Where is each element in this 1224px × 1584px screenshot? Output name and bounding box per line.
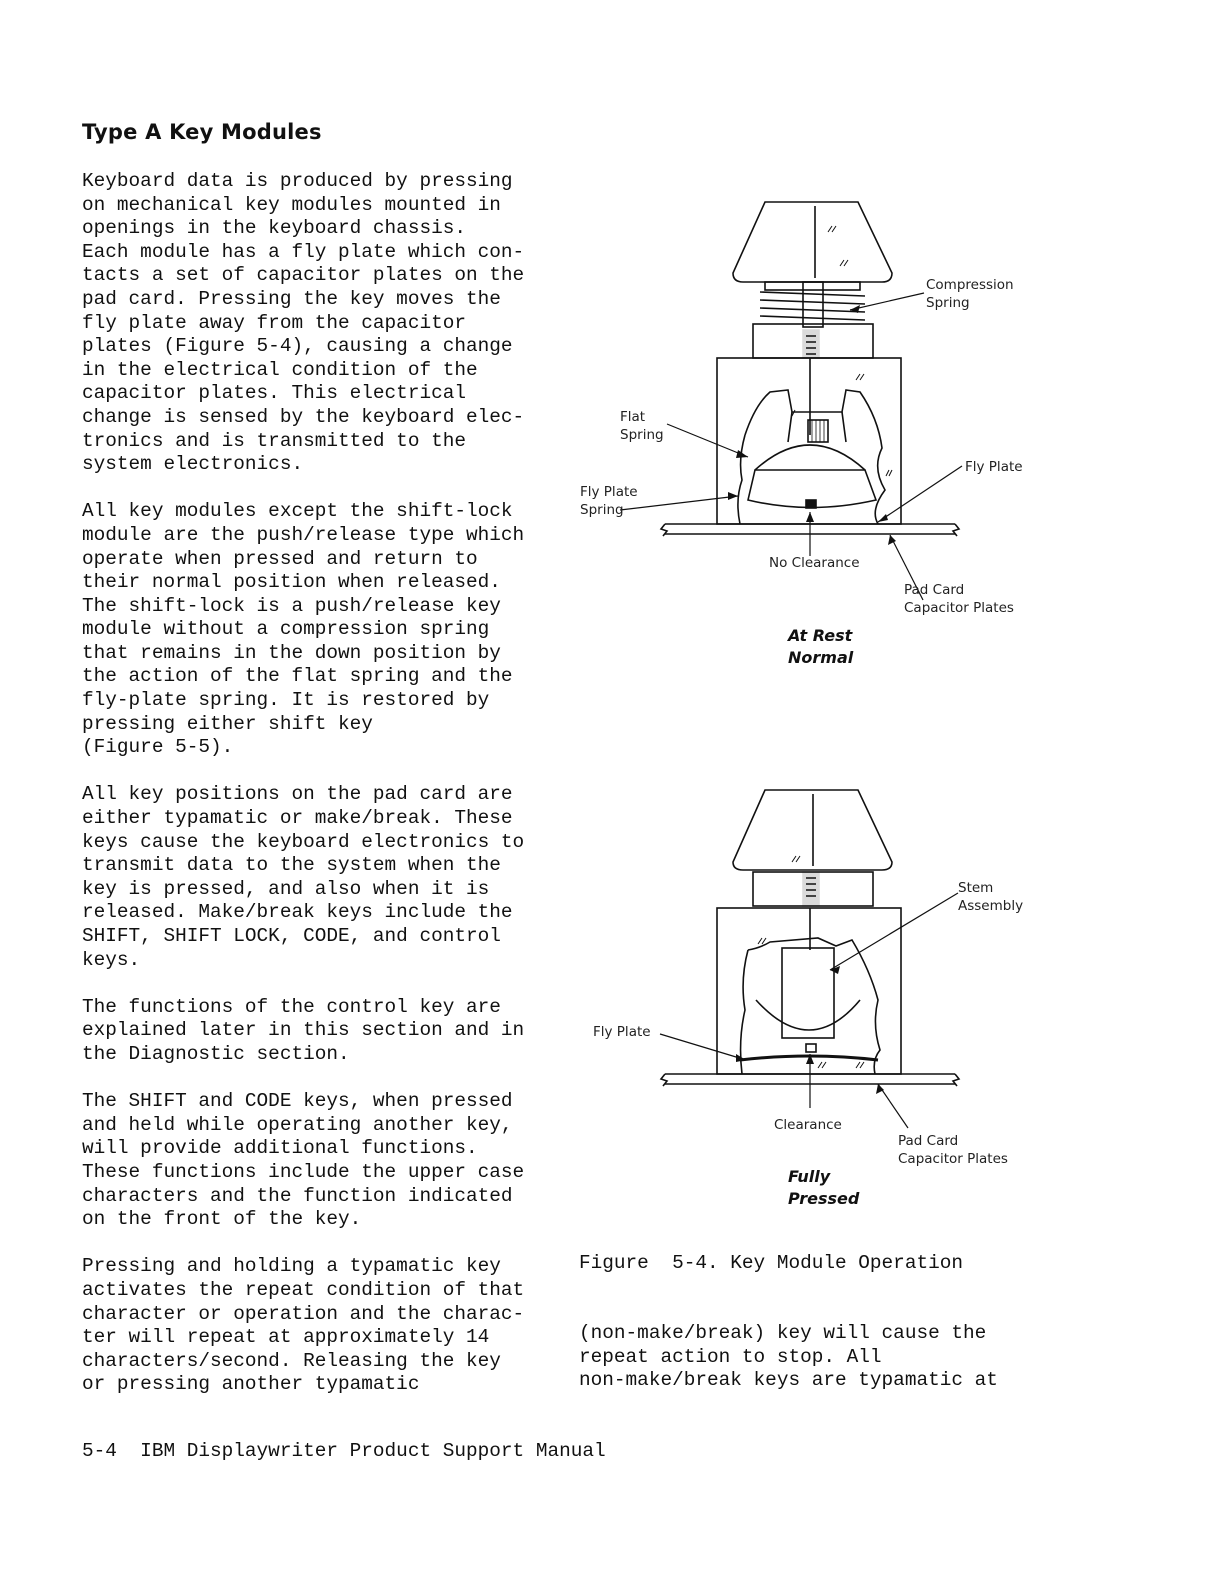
key-module-figure	[560, 180, 1060, 1220]
label-compression-spring: Compression	[926, 277, 1014, 293]
state-label-fully: Fully	[788, 1167, 831, 1186]
paragraph-6	[82, 1255, 532, 1397]
text-line: SHIFT, SHIFT LOCK, CODE, and control	[82, 925, 501, 947]
label-flat-spring-2: Spring	[620, 427, 664, 443]
state-label-normal: Normal	[788, 648, 854, 667]
text-line: activates the repeat condition of that	[82, 1278, 525, 1301]
text-line: will provide additional functions.	[82, 1137, 478, 1160]
text-line: released. Make/break keys include the	[82, 901, 513, 924]
paragraph-2	[82, 500, 532, 760]
text-line: on the front of the key.	[82, 1208, 362, 1231]
text-line: characters and the function indicated	[82, 1184, 513, 1207]
label-fly-plate-spring-2: Spring	[580, 502, 624, 518]
text-line: change is sensed by the keyboard elec-	[82, 405, 525, 428]
right-column-text	[579, 1322, 1031, 1416]
label-fly-plate-spring: Fly Plate	[580, 484, 638, 500]
label-capacitor-plates-bottom: Capacitor Plates	[898, 1151, 1008, 1167]
text-line: (Figure 5-5).	[82, 736, 234, 759]
text-line: character or operation and the charac-	[82, 1302, 525, 1325]
text-line: module without a compression spring	[82, 618, 490, 641]
label-capacitor-plates: Capacitor Plates	[904, 600, 1014, 616]
text-line: that remains in the down position by	[82, 641, 501, 664]
left-column	[82, 170, 532, 1420]
label-no-clearance: No Clearance	[769, 555, 860, 571]
text-line: All key modules except the shift-lock	[82, 500, 513, 523]
text-line: their normal position when released.	[82, 571, 501, 594]
text-line: capacitor plates. This electrical	[82, 382, 466, 405]
text-line: repeat action to stop. All	[579, 1345, 882, 1368]
text-line: in the electrical condition of the	[82, 358, 478, 381]
figure-caption: Figure 5-4. Key Module Operation	[579, 1252, 963, 1274]
text-line: key is pressed, and also when it is	[82, 877, 490, 900]
text-line: The functions of the control key are	[82, 995, 501, 1018]
label-pad-card: Pad Card	[904, 582, 965, 598]
text-line: ter will repeat at approximately 14	[82, 1326, 490, 1349]
text-line: and held while operating another key,	[82, 1113, 513, 1136]
state-label-at-rest: At Rest	[788, 626, 853, 645]
text-line: (non-make/break) key will cause the	[579, 1322, 987, 1344]
text-line: Keyboard data is produced by pressing	[82, 170, 513, 192]
paragraph-3	[82, 783, 532, 972]
text-line: the Diagnostic section.	[82, 1042, 350, 1065]
text-line: on mechanical key modules mounted in	[82, 193, 501, 216]
text-line: Each module has a fly plate which con-	[82, 240, 525, 263]
text-line: pressing either shift key	[82, 712, 373, 735]
text-line: module are the push/release type which	[82, 523, 525, 546]
key-diagram-fully-pressed	[661, 790, 959, 1086]
text-line: operate when pressed and return to	[82, 547, 478, 570]
compression-spring	[760, 282, 865, 327]
text-line: transmit data to the system when the	[82, 854, 501, 877]
label-fly-plate-bottom: Fly Plate	[593, 1024, 651, 1040]
text-line: non-make/break keys are typamatic at	[579, 1369, 998, 1392]
text-line: These functions include the upper case	[82, 1160, 525, 1183]
keycap-shape	[733, 202, 892, 282]
text-line: fly plate away from the capacitor	[82, 311, 466, 334]
text-line: explained later in this section and in	[82, 1019, 525, 1042]
paragraph-1	[82, 170, 532, 477]
page-footer: 5-4 IBM Displaywriter Product Support Manual	[82, 1440, 606, 1462]
label-clearance: Clearance	[774, 1117, 842, 1133]
text-line: or pressing another typamatic	[82, 1373, 420, 1396]
text-line: system electronics.	[82, 453, 304, 476]
paragraph-5	[82, 1090, 532, 1232]
text-line: keys.	[82, 948, 141, 971]
section-heading: Type A Key Modules	[82, 120, 322, 144]
text-line: characters/second. Releasing the key	[82, 1349, 501, 1372]
label-stem: Stem	[958, 880, 994, 896]
text-line: tacts a set of capacitor plates on the	[82, 264, 525, 287]
text-line: fly-plate spring. It is restored by	[82, 689, 490, 712]
text-line: All key positions on the pad card are	[82, 783, 513, 806]
label-flat-spring: Flat	[620, 409, 646, 425]
text-line: Pressing and holding a typamatic key	[82, 1255, 501, 1278]
text-line: the action of the flat spring and the	[82, 665, 513, 688]
label-fly-plate: Fly Plate	[965, 459, 1023, 475]
state-label-pressed: Pressed	[788, 1189, 860, 1208]
text-line: openings in the keyboard chassis.	[82, 217, 466, 240]
text-line: keys cause the keyboard electronics to	[82, 830, 525, 853]
paragraph-continued	[579, 1322, 1031, 1393]
text-line: The SHIFT and CODE keys, when pressed	[82, 1090, 513, 1113]
key-diagram-at-rest	[661, 202, 959, 536]
text-line: The shift-lock is a push/release key	[82, 594, 501, 617]
text-line: pad card. Pressing the key moves the	[82, 287, 501, 310]
label-compression-spring-2: Spring	[926, 295, 970, 311]
text-line: tronics and is transmitted to the	[82, 429, 466, 452]
text-line: plates (Figure 5-4), causing a change	[82, 335, 513, 358]
paragraph-4	[82, 996, 532, 1067]
label-pad-card-bottom: Pad Card	[898, 1133, 959, 1149]
text-line: either typamatic or make/break. These	[82, 807, 513, 830]
flat-spring	[755, 445, 865, 470]
label-assembly: Assembly	[958, 898, 1024, 914]
